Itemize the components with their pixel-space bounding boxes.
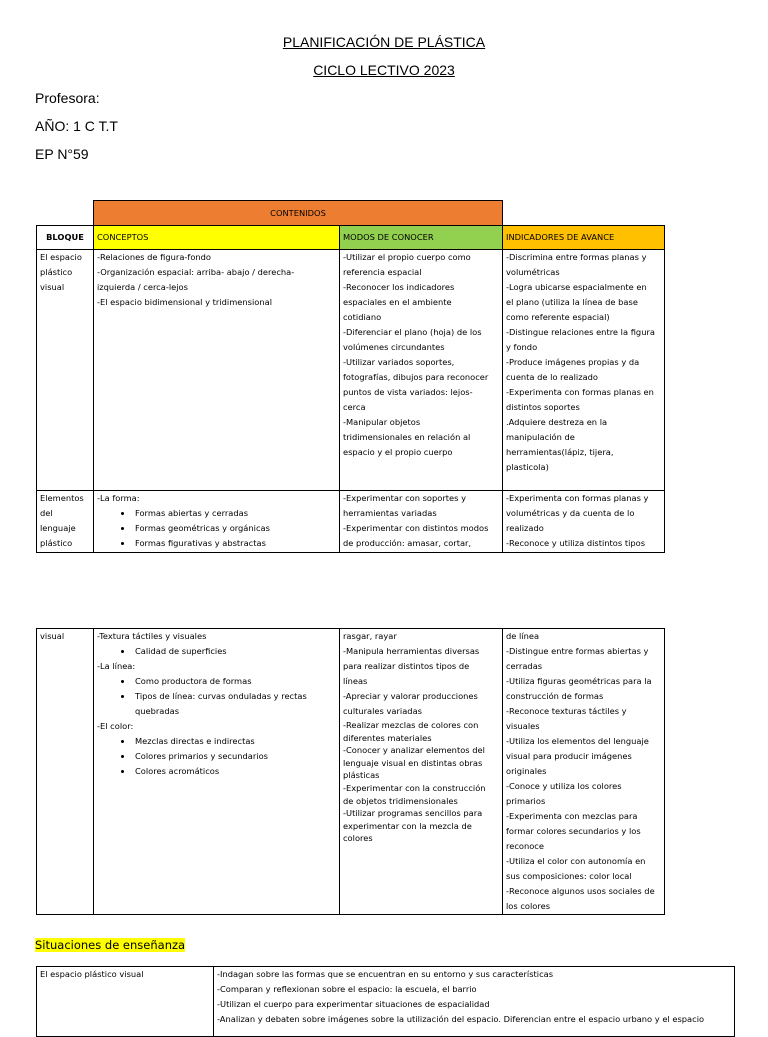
text-line: -Experimenta con mezclas para bbox=[506, 811, 638, 821]
contents-table-continued bbox=[36, 628, 665, 915]
forma-label: -La forma: bbox=[97, 493, 140, 503]
text-line: referencia espacial bbox=[343, 267, 422, 277]
text-line: -Utilizar variados soportes, bbox=[343, 357, 455, 367]
text-line: volúmenes circundantes bbox=[343, 342, 445, 352]
text-line: plasticola) bbox=[506, 462, 549, 472]
bullet-item: • Colores primarios y secundarios bbox=[133, 749, 336, 764]
row2-bloque bbox=[37, 491, 94, 553]
text-line: plástico bbox=[40, 267, 73, 277]
text-line: -Utiliza figuras geométricas para la bbox=[506, 676, 652, 686]
linea-list bbox=[97, 674, 336, 719]
text-line: lenguaje bbox=[40, 523, 76, 533]
bullet-item: • Tipos de línea: curvas onduladas y rectas quebradas bbox=[133, 689, 336, 719]
school-label: EP N°59 bbox=[35, 146, 89, 162]
conceptos-header: CONCEPTOS bbox=[94, 226, 340, 250]
text-line: plástico bbox=[40, 538, 73, 548]
text-line: -Experimentar con soportes y bbox=[343, 493, 466, 503]
text-line: -Logra ubicarse espacialmente en bbox=[506, 282, 647, 292]
text-line: -Distingue entre formas abiertas y bbox=[506, 646, 649, 656]
text-line: espacio y el propio cuerpo bbox=[343, 447, 453, 457]
text-line: -Diferenciar el plano (hoja) de los bbox=[343, 327, 482, 337]
situaciones-table bbox=[36, 966, 735, 1037]
text-line: -Utiliza los elementos del lenguaje bbox=[506, 736, 649, 746]
bullet-item: • Calidad de superficies bbox=[133, 644, 336, 659]
text-line: diferentes materiales bbox=[343, 732, 432, 743]
text-line: -Realizar mezclas de colores con bbox=[343, 720, 479, 730]
row1-indicadores bbox=[503, 250, 665, 491]
textura-list bbox=[97, 644, 336, 659]
row2-indicadores bbox=[503, 491, 665, 553]
text-line: .Adquiere destreza en la bbox=[506, 417, 608, 427]
situaciones-items bbox=[214, 967, 735, 1037]
text-line: tridimensionales en relación al bbox=[343, 432, 471, 442]
text-line: -El espacio bidimensional y tridimensional bbox=[97, 297, 273, 307]
cont-modos-a bbox=[343, 629, 499, 719]
cont-bloque: visual bbox=[37, 629, 94, 915]
text-line: -Experimentar con la construcción bbox=[343, 782, 486, 793]
text-line: -Reconocer los indicadores bbox=[343, 282, 455, 292]
bullet-item: • Formas abiertas y cerradas bbox=[133, 506, 336, 521]
bloque-header: BLOQUE bbox=[37, 226, 94, 250]
text-line: -Discrimina entre formas planas y bbox=[506, 252, 647, 262]
teacher-label: Profesora: bbox=[35, 90, 100, 106]
text-line: -Organización espacial: arriba- abajo / derecha- bbox=[97, 267, 295, 277]
text-line: rasgar, rayar bbox=[343, 631, 397, 641]
text-line: líneas bbox=[343, 676, 368, 686]
indicadores-header: INDICADORES DE AVANCE bbox=[503, 226, 665, 250]
text-line: -Comparan y reflexionan sobre el espacio: la escuela, el barrio bbox=[217, 984, 477, 994]
text-line: de línea bbox=[506, 631, 540, 641]
color-list bbox=[97, 734, 336, 779]
year-label: AÑO: 1 C T.T bbox=[35, 118, 118, 134]
text-line: cerradas bbox=[506, 661, 543, 671]
row2-conceptos bbox=[94, 491, 340, 553]
linea-label: -La línea: bbox=[97, 661, 136, 671]
text-line: -Apreciar y valorar producciones bbox=[343, 691, 478, 701]
page-title: PLANIFICACIÓN DE PLÁSTICA bbox=[282, 34, 486, 50]
text-line: el plano (utiliza la línea de base bbox=[506, 297, 638, 307]
text-line: volumétricas y da cuenta de lo bbox=[506, 508, 635, 518]
bullet-item: • Colores acromáticos bbox=[133, 764, 336, 779]
text-line: espaciales en el ambiente bbox=[343, 297, 452, 307]
text-line: cuenta de lo realizado bbox=[506, 372, 598, 382]
row1-modos bbox=[340, 250, 503, 491]
text-line: -Manipula herramientas diversas bbox=[343, 646, 480, 656]
text-line: del bbox=[40, 508, 53, 518]
text-line: originales bbox=[506, 766, 547, 776]
row1-conceptos bbox=[94, 250, 340, 491]
text-line: puntos de vista variados: lejos- bbox=[343, 387, 473, 397]
color-label: -El color: bbox=[97, 721, 134, 731]
cont-modos-b bbox=[343, 719, 499, 845]
cont-modos bbox=[340, 629, 503, 915]
page-subtitle: CICLO LECTIVO 2023 bbox=[313, 62, 455, 78]
text-line: -Utilizar el propio cuerpo como bbox=[343, 252, 471, 262]
bullet-item: • Mezclas directas e indirectas bbox=[133, 734, 336, 749]
text-line: -Utilizar programas sencillos para bbox=[343, 808, 483, 819]
bullet-item: • Formas geométricas y orgánicas bbox=[133, 521, 336, 536]
text-line: El espacio bbox=[40, 252, 82, 262]
bullet-item: • Como productora de formas bbox=[133, 674, 336, 689]
row2-modos bbox=[340, 491, 503, 553]
text-line: -Experimenta con formas planas y bbox=[506, 493, 649, 503]
text-line: -Reconoce texturas táctiles y bbox=[506, 706, 627, 716]
text-line: plásticas bbox=[343, 770, 380, 781]
bullet-item: • Formas figurativas y abstractas bbox=[133, 536, 336, 551]
text-line: fotografías, dibujos para reconocer bbox=[343, 372, 489, 382]
text-line: -Utilizan el cuerpo para experimentar situaciones de espacialidad bbox=[217, 999, 490, 1009]
text-line: -Produce imágenes propias y da bbox=[506, 357, 640, 367]
textura-label: -Textura táctiles y visuales bbox=[97, 631, 207, 641]
text-line: Elementos bbox=[40, 493, 84, 503]
cont-indicadores bbox=[503, 629, 665, 915]
text-line: como referente espacial) bbox=[506, 312, 610, 322]
text-line: primarios bbox=[506, 796, 546, 806]
text-line: -Reconoce y utiliza distintos tipos bbox=[506, 538, 646, 548]
text-line: culturales variadas bbox=[343, 706, 422, 716]
empty-corner-right bbox=[503, 201, 665, 226]
text-line: cotidiano bbox=[343, 312, 382, 322]
text-line: visual para producir imágenes bbox=[506, 751, 632, 761]
text-line: -Utiliza el color con autonomía en bbox=[506, 856, 646, 866]
text-line: -Distingue relaciones entre la figura bbox=[506, 327, 655, 337]
modos-header: MODOS DE CONOCER bbox=[340, 226, 503, 250]
text-line: -Manipular objetos bbox=[343, 417, 421, 427]
situaciones-bloque: El espacio plástico visual bbox=[37, 967, 214, 1037]
situaciones-title: Situaciones de enseñanza bbox=[35, 938, 186, 952]
text-line: sus composiciones: color local bbox=[506, 871, 632, 881]
text-line: para realizar distintos tipos de bbox=[343, 661, 470, 671]
text-line: colores bbox=[343, 833, 373, 844]
empty-corner bbox=[37, 201, 94, 226]
text-line: -Analizan y debaten sobre imágenes sobre la utilización del espacio. Diferencian entre el espacio urbano y el espacio bbox=[217, 1014, 705, 1024]
text-line: lenguaje visual en distintas obras bbox=[343, 757, 483, 768]
forma-list bbox=[97, 506, 336, 551]
text-line: de objetos tridimensionales bbox=[343, 795, 458, 806]
text-line: -Experimenta con formas planas en bbox=[506, 387, 654, 397]
text-line: herramientas variadas bbox=[343, 508, 437, 518]
text-line: experimentar con la mezcla de bbox=[343, 820, 472, 831]
text-line: -Conocer y analizar elementos del bbox=[343, 745, 485, 756]
row1-bloque bbox=[37, 250, 94, 491]
cont-conceptos bbox=[94, 629, 340, 915]
text-line: -Indagan sobre las formas que se encuentran en su entorno y sus características bbox=[217, 969, 554, 979]
text-line: visuales bbox=[506, 721, 540, 731]
text-line: -Relaciones de figura-fondo bbox=[97, 252, 211, 262]
text-line: los colores bbox=[506, 901, 551, 911]
text-line: de producción: amasar, cortar, bbox=[343, 538, 472, 548]
text-line: herramientas(lápiz, tijera, bbox=[506, 447, 614, 457]
contents-table bbox=[36, 200, 665, 553]
text-line: formar colores secundarios y los bbox=[506, 826, 641, 836]
text-line: -Reconoce algunos usos sociales de bbox=[506, 886, 655, 896]
text-line: visual bbox=[40, 282, 65, 292]
text-line: y fondo bbox=[506, 342, 538, 352]
text-line: cerca bbox=[343, 402, 366, 412]
text-line: manipulación de bbox=[506, 432, 575, 442]
text-line: izquierda / cerca-lejos bbox=[97, 282, 188, 292]
text-line: construcción de formas bbox=[506, 691, 604, 701]
text-line: volumétricas bbox=[506, 267, 560, 277]
text-line: -Experimentar con distintos modos bbox=[343, 523, 489, 533]
contenidos-header: CONTENIDOS bbox=[94, 201, 503, 226]
text-line: reconoce bbox=[506, 841, 544, 851]
text-line: realizado bbox=[506, 523, 544, 533]
text-line: distintos soportes bbox=[506, 402, 580, 412]
text-line: -Conoce y utiliza los colores bbox=[506, 781, 622, 791]
